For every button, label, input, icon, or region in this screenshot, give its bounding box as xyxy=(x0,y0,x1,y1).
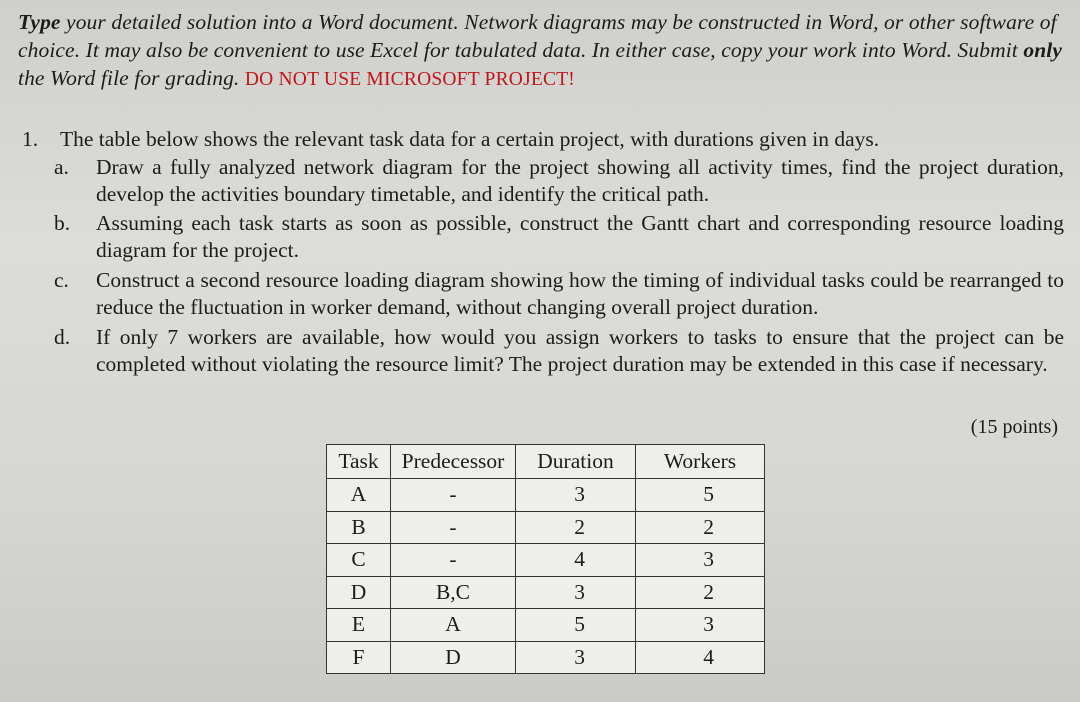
cell-duration: 4 xyxy=(516,544,636,577)
table-row xyxy=(327,609,765,642)
part-d-text: If only 7 workers are available, how would you assign workers to tasks to ensure that the project can be completed without violating the resource limit? The project duration may be extended in this case if necessary. xyxy=(96,325,1064,376)
table-row xyxy=(327,576,765,609)
points-label: (15 points) xyxy=(970,416,1058,438)
instructions-text-1: your detailed solution into a Word document. Network diagrams may be constructed in Word, or other software of choice. It may also be convenient to use Excel for tabulated data. In either case, copy your work into Word. Submit xyxy=(18,10,1057,62)
cell-task: F xyxy=(327,641,391,674)
header-task: Task xyxy=(327,445,391,479)
header-predecessor: Predecessor xyxy=(391,445,516,479)
part-a-text: Draw a fully analyzed network diagram for the project showing all activity times, find the project duration, develop the activities boundary timetable, and identify the critical path. xyxy=(96,155,1064,206)
part-a-letter: a. xyxy=(54,155,69,179)
cell-predecessor: B,C xyxy=(391,576,516,609)
cell-workers: 5 xyxy=(636,479,765,512)
part-c-letter: c. xyxy=(54,268,69,292)
instructions-text-2: the Word file for grading. xyxy=(18,66,245,90)
cell-predecessor: A xyxy=(391,609,516,642)
table-row xyxy=(327,641,765,674)
header-workers: Workers xyxy=(636,445,765,479)
table-row xyxy=(327,544,765,577)
cell-duration: 2 xyxy=(516,511,636,544)
cell-duration: 3 xyxy=(516,479,636,512)
instructions-bold-only: only xyxy=(1023,38,1062,62)
part-d-letter: d. xyxy=(54,325,71,349)
cell-task: E xyxy=(327,609,391,642)
cell-duration: 5 xyxy=(516,609,636,642)
warning-text: DO NOT USE MICROSOFT PROJECT! xyxy=(244,69,576,90)
task-data-table xyxy=(326,444,765,674)
table-row xyxy=(327,511,765,544)
cell-workers: 2 xyxy=(636,511,765,544)
cell-predecessor: D xyxy=(391,641,516,674)
cell-task: C xyxy=(327,544,391,577)
table-header-row xyxy=(327,445,765,479)
cell-duration: 3 xyxy=(516,576,636,609)
question-number: 1. xyxy=(22,127,39,151)
cell-predecessor: - xyxy=(391,544,516,577)
cell-workers: 4 xyxy=(636,641,765,674)
cell-predecessor: - xyxy=(391,511,516,544)
cell-task: A xyxy=(327,479,391,512)
cell-predecessor: - xyxy=(391,479,516,512)
part-b-letter: b. xyxy=(54,211,71,235)
header-duration: Duration xyxy=(516,445,636,479)
question-text: The table below shows the relevant task data for a certain project, with durations given in days. xyxy=(60,127,880,151)
cell-workers: 3 xyxy=(636,609,765,642)
instructions-bold-type: Type xyxy=(18,10,61,34)
table-row xyxy=(327,479,765,512)
cell-task: D xyxy=(327,576,391,609)
part-b-text: Assuming each task starts as soon as possible, construct the Gantt chart and corresponding resource loading diagram for the project. xyxy=(96,211,1064,262)
cell-workers: 2 xyxy=(636,576,765,609)
cell-workers: 3 xyxy=(636,544,765,577)
part-c-text: Construct a second resource loading diagram showing how the timing of individual tasks could be rearranged to reduce the fluctuation in worker demand, without changing overall project duration. xyxy=(96,268,1064,319)
cell-task: B xyxy=(327,511,391,544)
cell-duration: 3 xyxy=(516,641,636,674)
instructions-paragraph xyxy=(18,8,1068,94)
